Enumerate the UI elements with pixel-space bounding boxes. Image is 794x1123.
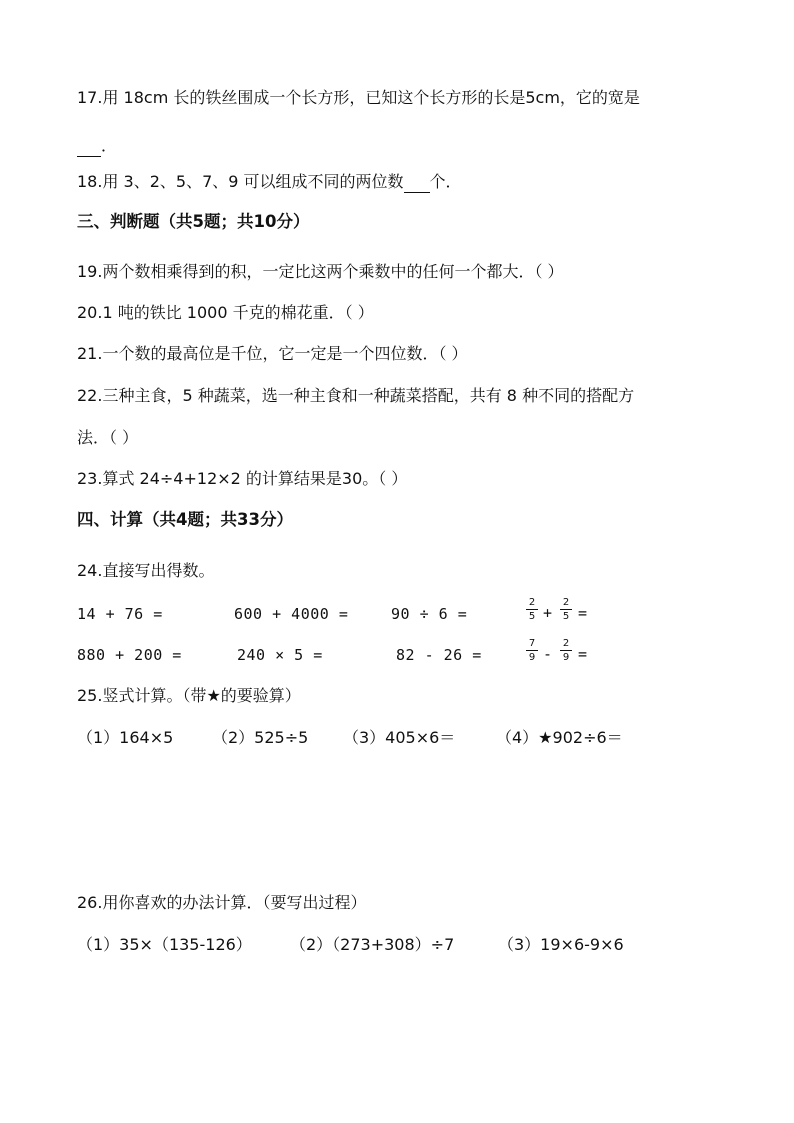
question-17-end: ． [101,136,118,155]
fraction: 2 5 [560,597,572,622]
operator: + [543,604,553,622]
question-24-title: 24.直接写出得数。 [77,561,215,580]
question-26-item-2: （2）（273+308）÷7 [290,935,455,954]
question-25-item-4: （4）★902÷6＝ [496,728,623,747]
question-17 [77,88,640,108]
calc-item: 14 + 76 = [77,605,163,623]
section-4-heading: 四、计算（共4题；共33分） [77,510,293,529]
question-25-item-2: （2）525÷5 [212,728,309,747]
question-26-item-3: （3）19×6-9×6 [498,935,624,954]
question-22-line-1: 22.三种主食，5 种蔬菜，选一种主食和一种蔬菜搭配，共有 8 种不同的搭配方 [77,386,635,405]
equals: = [578,604,588,622]
question-17-answer-line [77,136,117,157]
fraction: 7 9 [526,638,538,663]
equals: = [578,645,588,663]
operator: - [543,645,553,663]
question-19: 19.两个数相乘得到的积，一定比这两个乘数中的任何一个都大．（ ） [77,262,564,281]
question-18-text: 18.用 3、2、5、7、9 可以组成不同的两位数 [77,172,404,191]
question-22-line-2: 法．（ ） [77,428,139,447]
question-23: 23.算式 24÷4+12×2 的计算结果是30。（ ） [77,469,408,488]
calc-item: 82 - 26 = [396,646,482,664]
fraction: 2 5 [526,597,538,622]
question-25-item-1: （1）164×5 [77,728,174,747]
calc-item: 600 + 4000 = [234,605,349,623]
section-3-heading: 三、判断题（共5题；共10分） [77,212,310,231]
question-18 [77,172,462,193]
question-25-item-3: （3）405×6＝ [343,728,456,747]
question-26-item-1: （1）35×（135-126） [77,935,252,954]
answer-blank[interactable] [404,172,430,193]
question-18-end: 个． [429,172,462,191]
calc-item: 90 ÷ 6 = [391,605,468,623]
question-20: 20.1 吨的铁比 1000 千克的棉花重．（ ） [77,303,374,322]
question-25-title: 25.竖式计算。（带★的要验算） [77,686,301,705]
answer-blank[interactable] [77,136,101,157]
question-21: 21.一个数的最高位是千位，它一定是一个四位数．（ ） [77,344,468,363]
question-17-text: 17.用 18cm 长的铁丝围成一个长方形，已知这个长方形的长是5cm，它的宽是 [77,88,640,107]
question-26-title: 26.用你喜欢的办法计算．（要写出过程） [77,893,367,912]
fraction: 2 9 [560,638,572,663]
calc-item: 240 × 5 = [237,646,323,664]
calc-item: 880 + 200 = [77,646,182,664]
